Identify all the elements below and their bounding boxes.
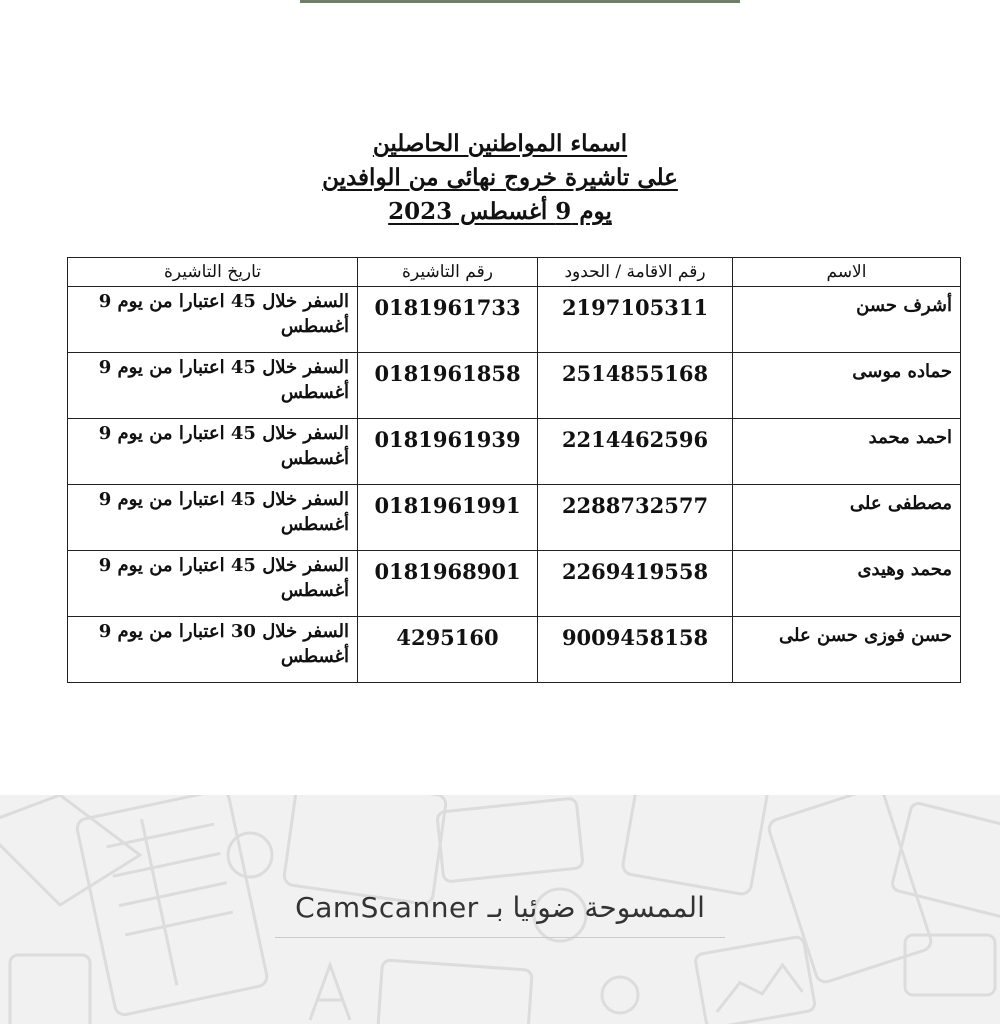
pattern-card-icon xyxy=(283,795,447,905)
title-line-1: اسماء المواطنين الحاصلين xyxy=(372,130,628,157)
top-edge-strip xyxy=(300,0,740,3)
cell-residence: 2288732577 xyxy=(538,485,733,551)
cell-visa: 4295160 xyxy=(358,617,538,683)
header-residence: رقم الاقامة / الحدود xyxy=(538,258,733,287)
cell-date: السفر خلال 45 اعتبارا من يوم 9 أغسطس xyxy=(68,419,358,485)
table-row xyxy=(68,485,961,551)
cell-residence: 2514855168 xyxy=(538,353,733,419)
table-header-row xyxy=(68,258,961,287)
cell-residence: 9009458158 xyxy=(538,617,733,683)
title-line-2: على تاشيرة خروج نهائى من الوافدين xyxy=(322,164,678,191)
cell-name: أشرف حسن xyxy=(733,287,961,353)
cell-residence: 2197105311 xyxy=(538,287,733,353)
watermark-underline xyxy=(275,937,725,938)
cell-name: حسن فوزى حسن على xyxy=(733,617,961,683)
cell-visa: 0181961733 xyxy=(358,287,538,353)
visa-table xyxy=(67,257,961,683)
table-row xyxy=(68,287,961,353)
cell-visa: 0181961939 xyxy=(358,419,538,485)
cell-name: مصطفى على xyxy=(733,485,961,551)
header-name: الاسم xyxy=(733,258,961,287)
cell-date: السفر خلال 45 اعتبارا من يوم 9 أغسطس xyxy=(68,287,358,353)
table-row xyxy=(68,617,961,683)
table-row xyxy=(68,419,961,485)
table-row xyxy=(68,353,961,419)
watermark-text: الممسوحة ضوئيا بـ CamScanner xyxy=(295,891,705,924)
cell-residence: 2269419558 xyxy=(538,551,733,617)
cell-visa: 0181961991 xyxy=(358,485,538,551)
cell-visa: 0181968901 xyxy=(358,551,538,617)
cell-residence: 2214462596 xyxy=(538,419,733,485)
cell-date: السفر خلال 30 اعتبارا من يوم 9 أغسطس xyxy=(68,617,358,683)
cell-name: محمد وهيدى xyxy=(733,551,961,617)
table-row xyxy=(68,551,961,617)
title-line-3: يوم 9 أغسطس 2023 xyxy=(388,198,612,225)
header-visa: رقم التاشيرة xyxy=(358,258,538,287)
header-date: تاريخ التاشيرة xyxy=(68,258,358,287)
document-title-block xyxy=(0,127,1000,229)
camscanner-footer xyxy=(0,795,1000,1024)
cell-name: حماده موسى xyxy=(733,353,961,419)
cell-date: السفر خلال 45 اعتبارا من يوم 9 أغسطس xyxy=(68,485,358,551)
cell-date: السفر خلال 45 اعتبارا من يوم 9 أغسطس xyxy=(68,551,358,617)
cell-visa: 0181961858 xyxy=(358,353,538,419)
cell-name: احمد محمد xyxy=(733,419,961,485)
cell-date: السفر خلال 45 اعتبارا من يوم 9 أغسطس xyxy=(68,353,358,419)
